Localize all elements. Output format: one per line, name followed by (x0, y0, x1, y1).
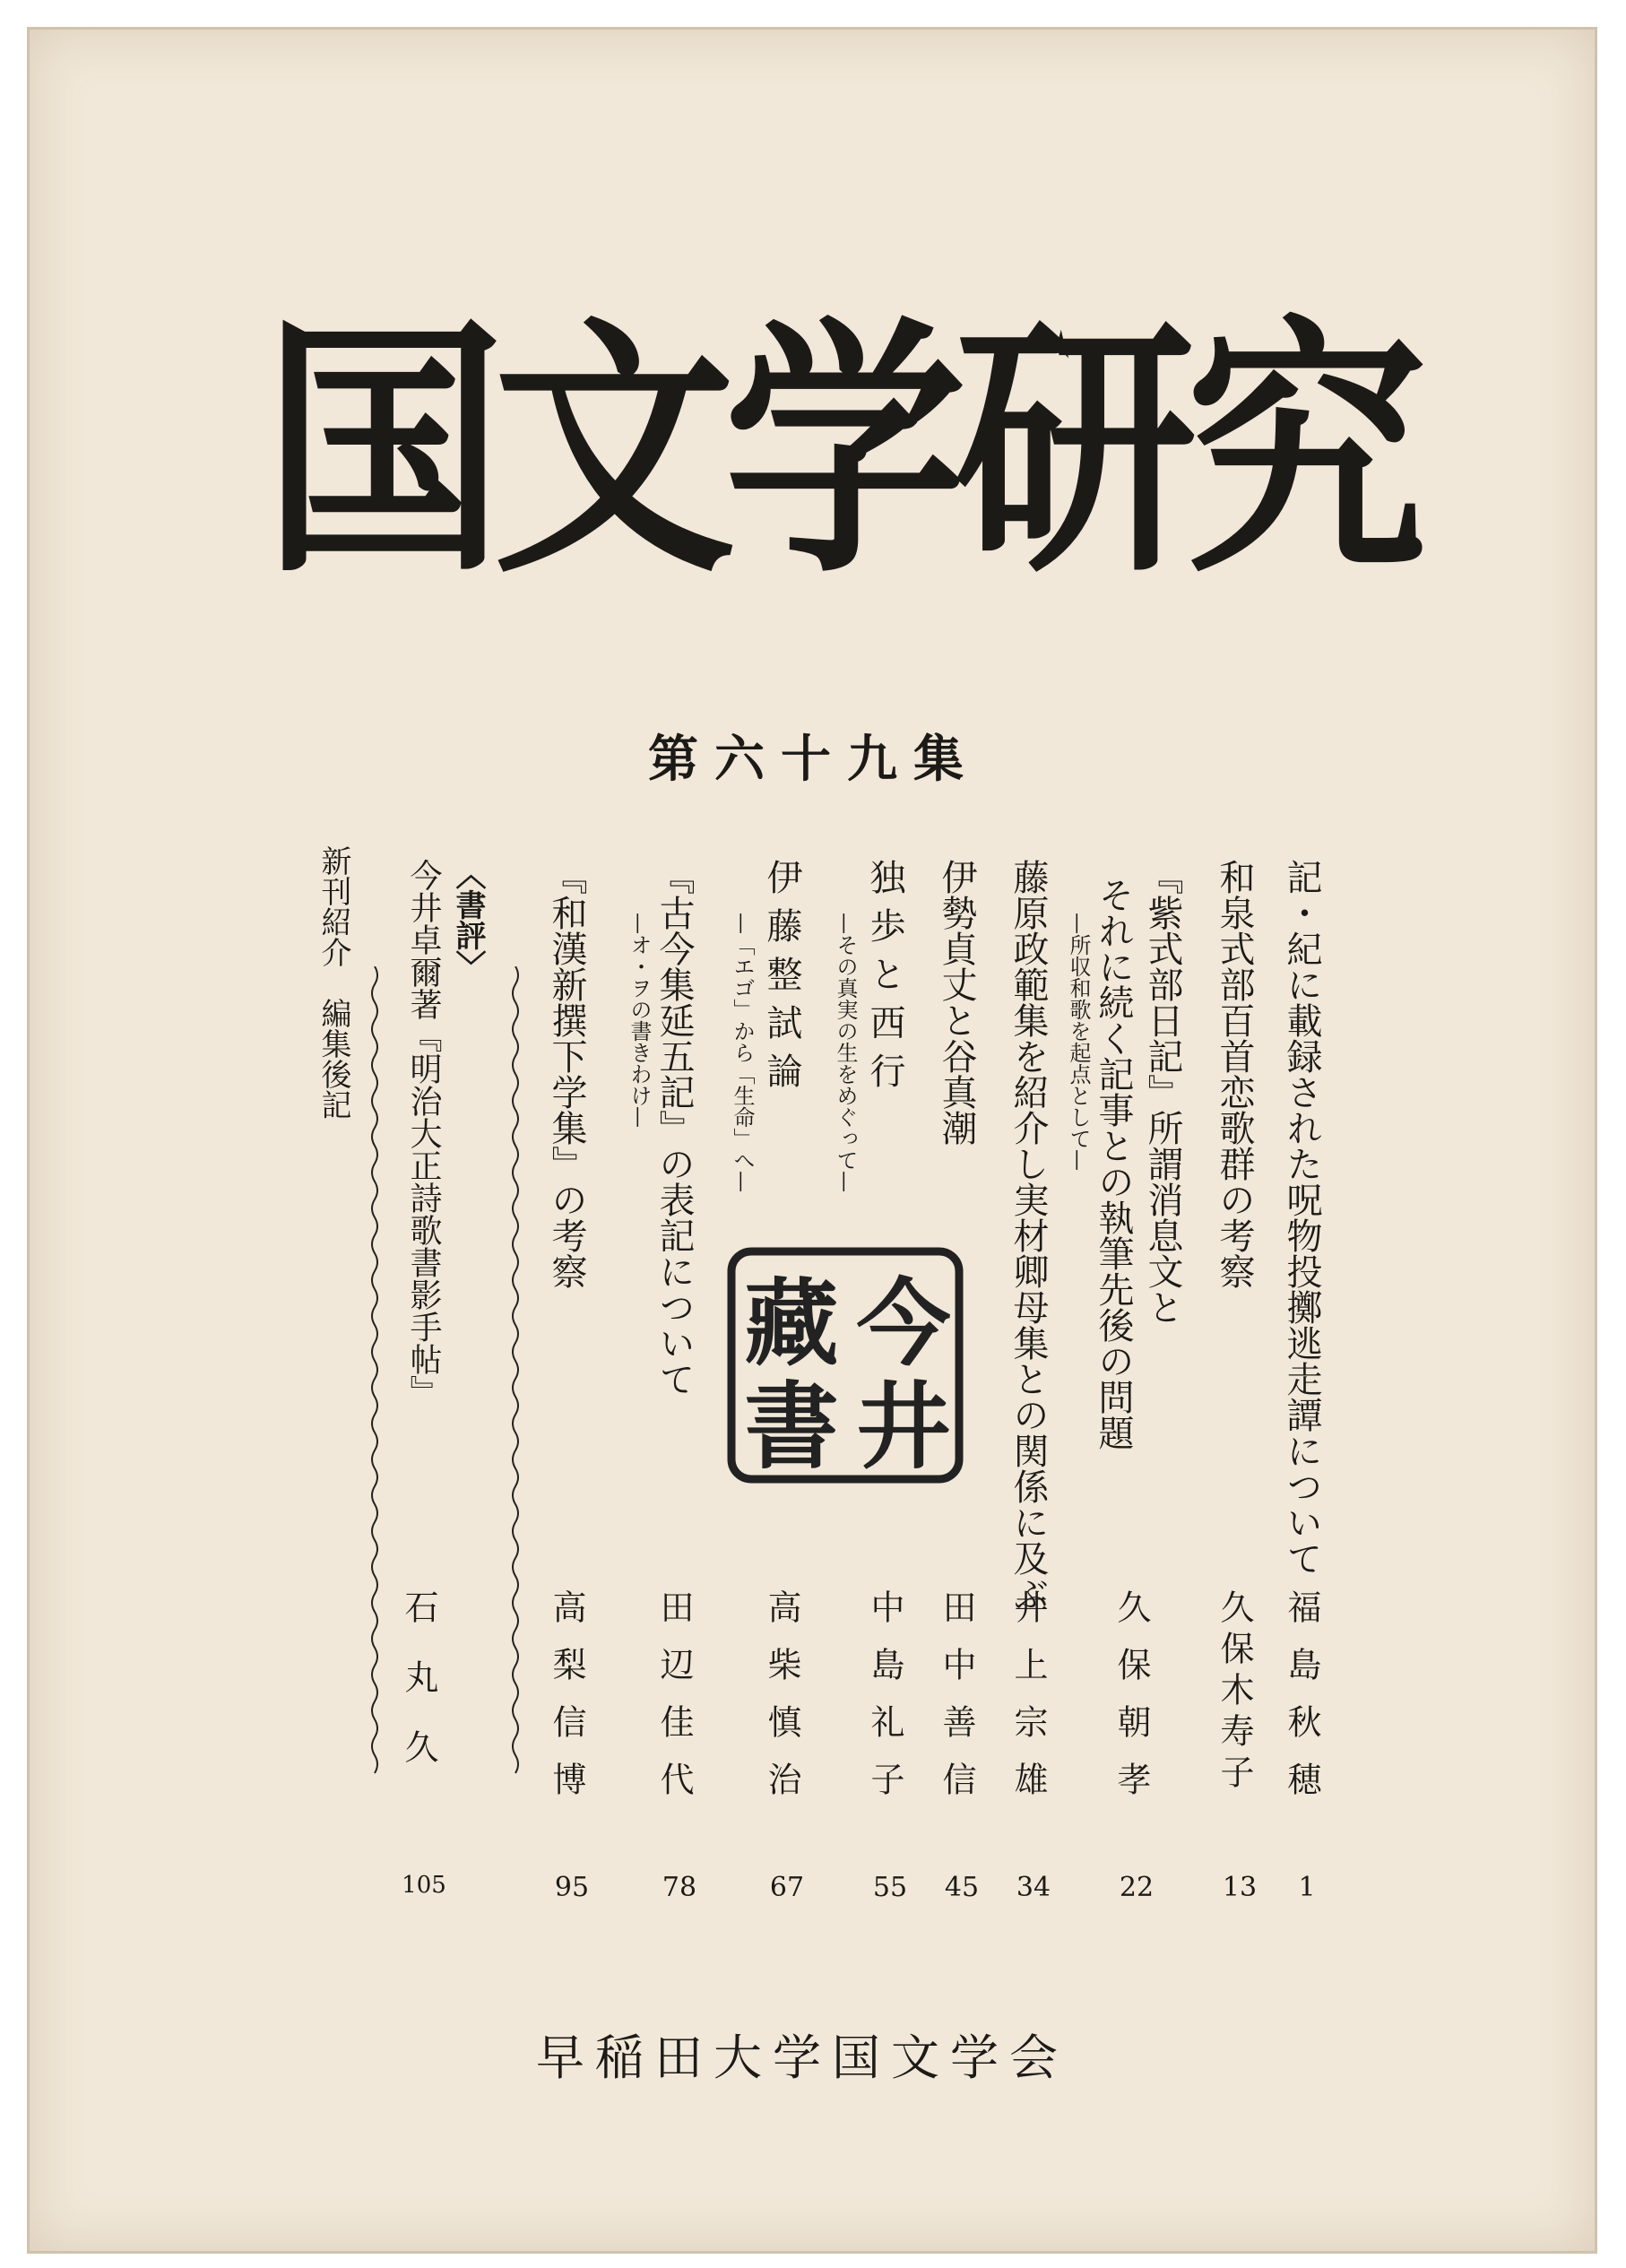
article-title: 和泉式部百首恋歌群の考察 (1214, 859, 1255, 1289)
ownership-seal-stamp (724, 1244, 966, 1486)
article-author: 田辺佳代 (654, 1589, 694, 1819)
wavy-rule (366, 966, 384, 1782)
svg-text:今: 今 (856, 1268, 951, 1379)
article-subtitle: —オ・ヲの書きわけ— (627, 913, 652, 1128)
article-page: 105 (402, 1872, 446, 1899)
svg-text:書: 書 (744, 1371, 839, 1482)
article-author: 福島秋穂 (1282, 1589, 1321, 1819)
article-subtitle: —「エゴ」から「生命」へ— (730, 913, 755, 1192)
article-author: 井上宗雄 (1008, 1589, 1048, 1819)
journal-title: 国文学研究 (263, 292, 1416, 609)
article-title: 『和漢新撰下学集』の考察 (546, 859, 587, 1289)
article-title: 『紫式部日記』所謂消息文と (1142, 859, 1183, 1325)
article-author: 高柴慎治 (762, 1589, 801, 1819)
article-subtitle: —所収和歌を起点として— (1066, 913, 1091, 1171)
article-title: 伊勢貞丈と谷真潮 (936, 859, 977, 1146)
article-title: それに続く記事との執筆先後の問題 (1093, 877, 1134, 1450)
article-page: 67 (769, 1872, 805, 1903)
article-title: 記・紀に載録された呪物投擲逃走譚について (1281, 859, 1322, 1576)
svg-text:井: 井 (856, 1371, 951, 1482)
article-title: 伊藤整試論 (761, 859, 802, 1101)
article-page: 45 (944, 1872, 980, 1903)
article-title: 『古今集延五記』の表記について (653, 859, 695, 1397)
book-cover (27, 27, 1597, 2254)
article-title: 今井卓爾著『明治大正詩歌書影手帖』 (405, 859, 442, 1407)
article-title: 藤原政範集を紹介し実材卿母集との関係に及ぶ (1008, 859, 1049, 1612)
article-author: 中島礼子 (865, 1589, 904, 1819)
issue-number: 第六十九集 (648, 730, 980, 789)
article-subtitle: —その真実の生をめぐって— (833, 913, 858, 1192)
article-title: 独歩と西行 (864, 859, 905, 1101)
article-page: 95 (554, 1872, 590, 1903)
article-author: 石丸久 (399, 1589, 438, 1799)
article-author: 高梨信博 (547, 1589, 586, 1819)
wavy-rule (506, 966, 524, 1782)
article-page: 1 (1298, 1872, 1316, 1903)
publisher-name: 早稲田大学国文学会 (536, 2030, 1068, 2086)
article-author: 久保朝孝 (1111, 1589, 1151, 1819)
article-page: 78 (662, 1872, 697, 1903)
section-heading: 〈書評〉 (450, 859, 486, 981)
article-author: 田中善信 (937, 1589, 976, 1819)
article-page: 55 (872, 1872, 908, 1903)
article-page: 22 (1119, 1872, 1155, 1903)
article-author: 久保木寿子 (1215, 1589, 1254, 1796)
article-title: 新刊紹介 編集後記 (316, 845, 351, 1120)
svg-text:藏: 藏 (744, 1268, 839, 1379)
article-page: 34 (1016, 1872, 1051, 1903)
article-page: 13 (1222, 1872, 1258, 1903)
